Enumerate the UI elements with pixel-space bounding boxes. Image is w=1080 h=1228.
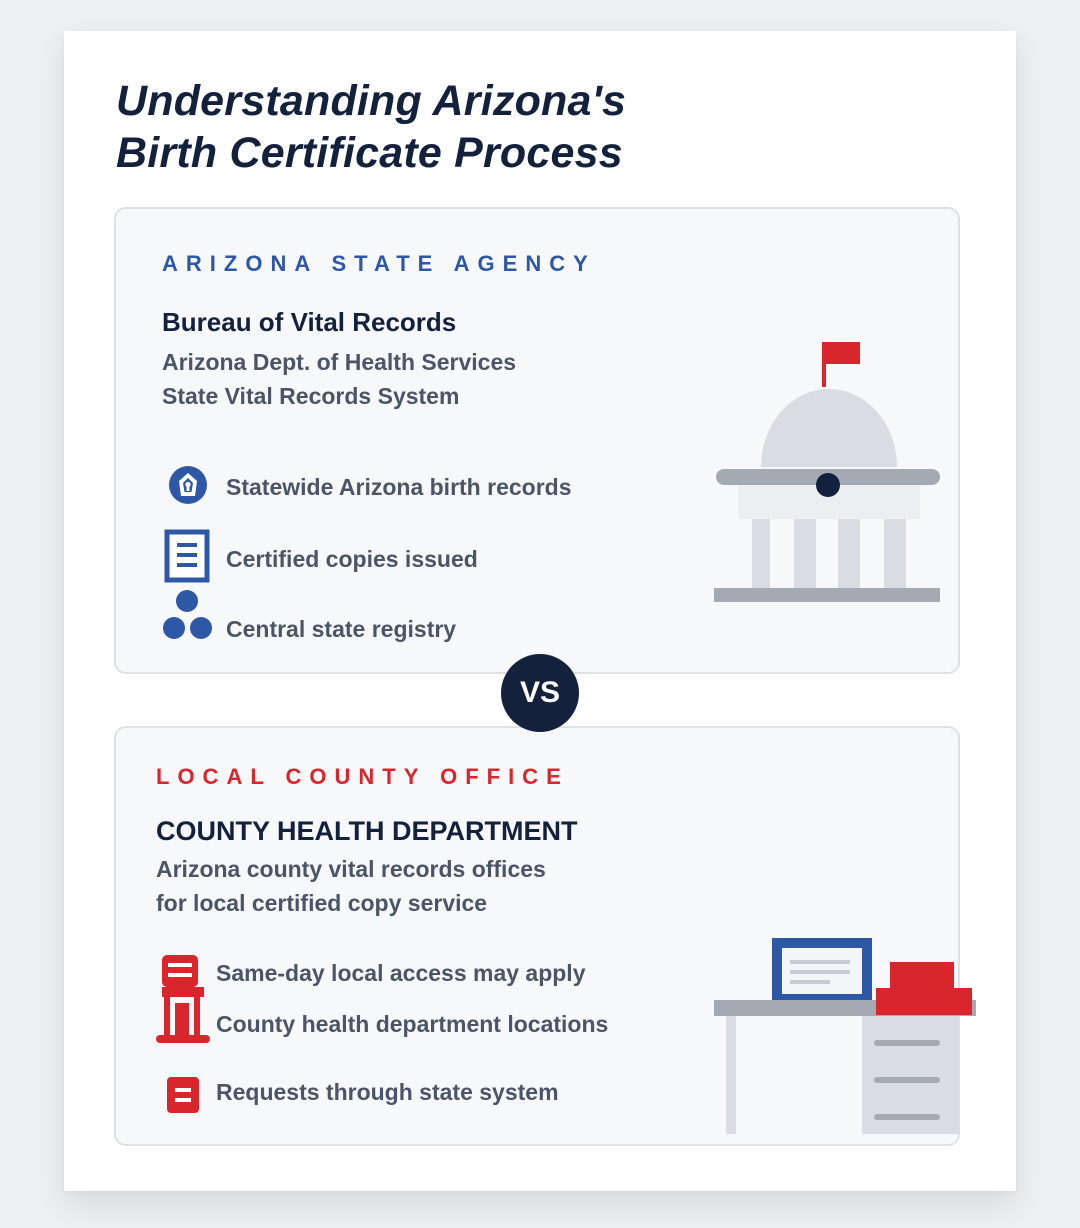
county-subtitle	[156, 852, 546, 920]
state-feature-2: Certified copies issued	[226, 546, 478, 572]
county-feature-3: Requests through state system	[216, 1079, 559, 1105]
county-subtitle-line-2: for local certified copy service	[156, 890, 488, 916]
county-eyebrow: LOCAL COUNTY OFFICE	[156, 764, 569, 789]
county-feature-1: Same-day local access may apply	[216, 960, 586, 986]
state-subtitle-line-2: State Vital Records System	[162, 383, 460, 409]
state-agency-panel	[114, 207, 960, 674]
office-desk-icon	[714, 936, 978, 1136]
document-icon	[164, 529, 212, 583]
state-eyebrow: ARIZONA STATE AGENCY	[162, 251, 596, 276]
people-network-icon	[162, 589, 214, 641]
state-feature-3: Central state registry	[226, 616, 457, 642]
capitol-building-icon	[714, 339, 946, 605]
title-line-2: Birth Certificate Process	[116, 129, 623, 177]
state-subtitle	[162, 345, 516, 413]
arizona-shield-icon	[168, 465, 208, 505]
county-heading: COUNTY HEALTH DEPARTMENT	[156, 816, 578, 846]
state-feature-1: Statewide Arizona birth records	[226, 474, 572, 500]
state-subtitle-line-1: Arizona Dept. of Health Services	[162, 349, 517, 375]
county-feature-2: County health department locations	[216, 1011, 609, 1037]
page-title	[116, 75, 626, 179]
request-form-icon	[166, 1076, 200, 1114]
county-office-panel	[114, 726, 960, 1146]
title-line-1: Understanding Arizona's	[116, 77, 627, 125]
vs-badge: VS	[501, 654, 579, 732]
infographic-card	[64, 31, 1016, 1191]
county-subtitle-line-1: Arizona county vital records offices	[156, 856, 546, 882]
office-building-icon	[156, 998, 157, 999]
state-heading: Bureau of Vital Records	[162, 307, 457, 337]
kiosk-icon	[156, 951, 216, 1049]
